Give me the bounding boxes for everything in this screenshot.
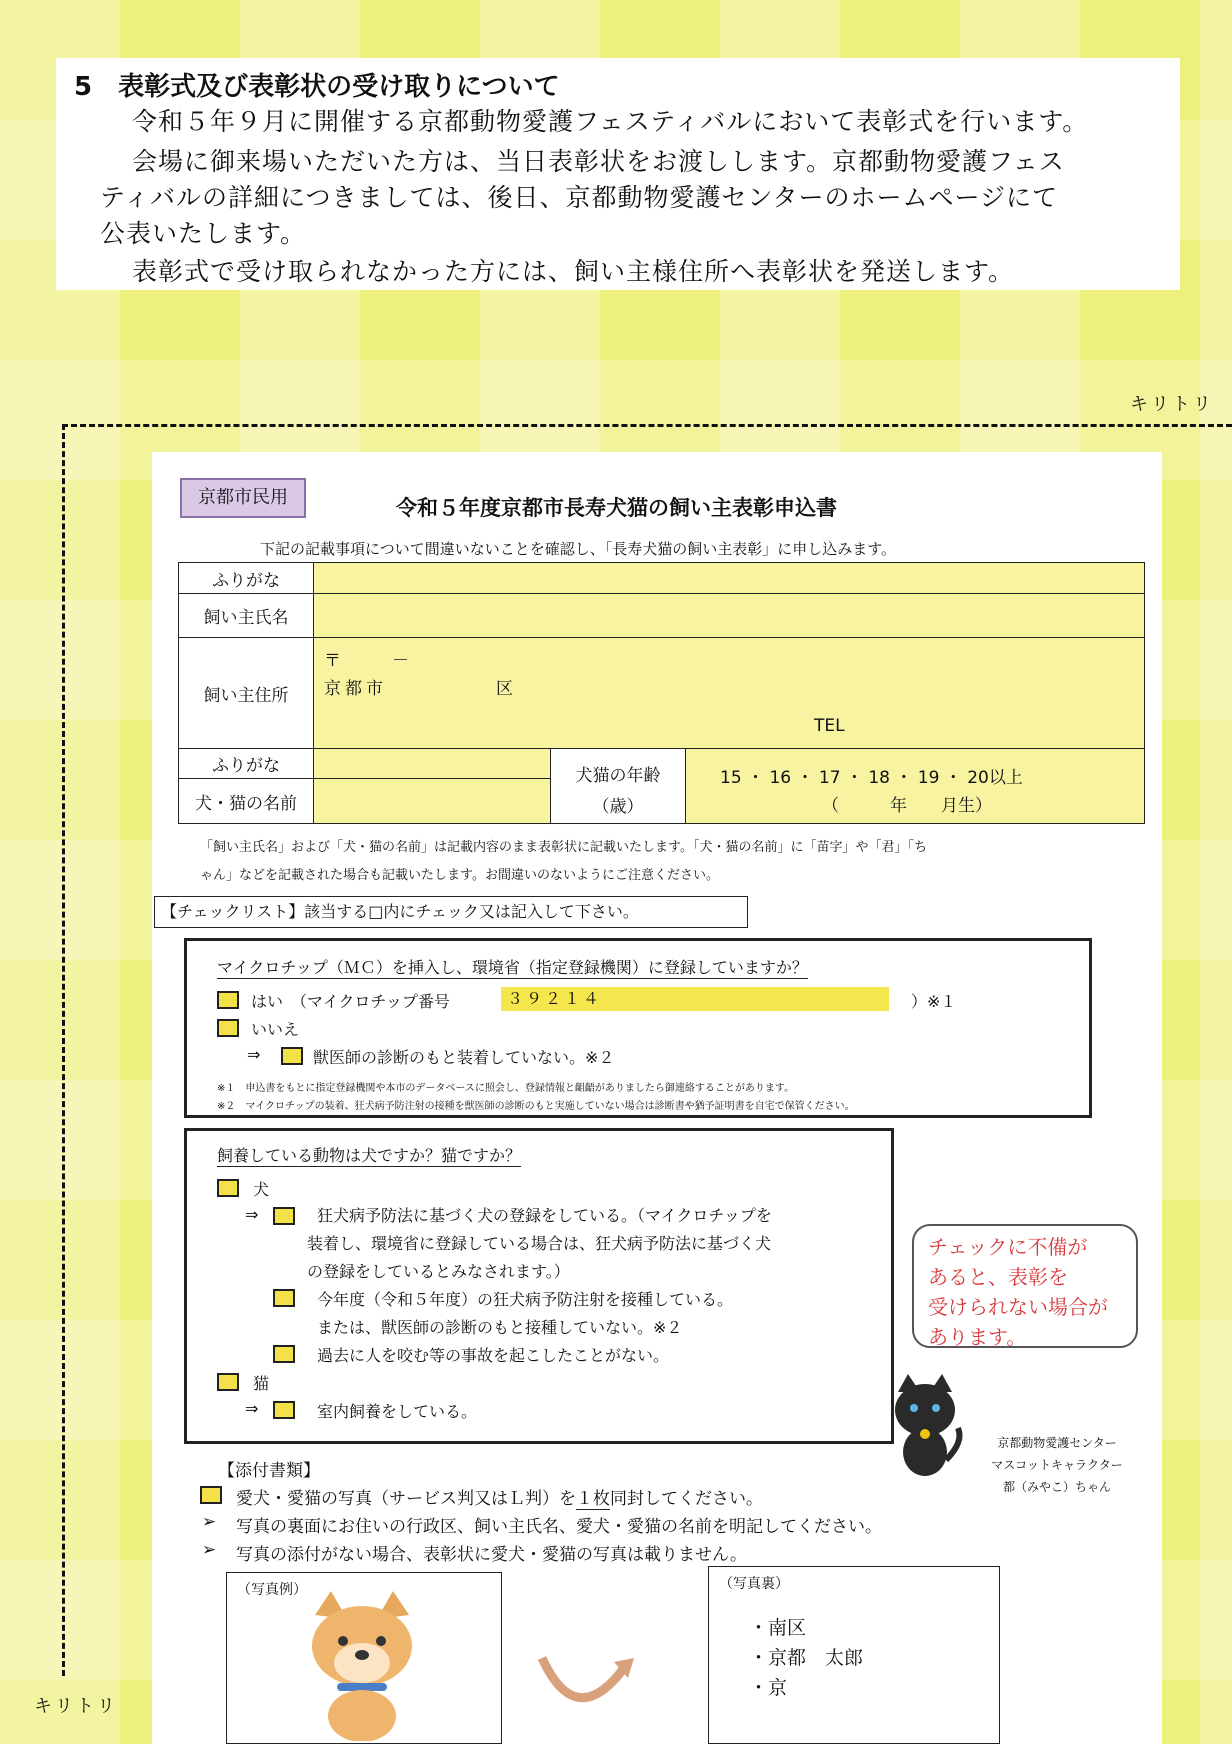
bullet-1: ➢ [202,1512,217,1532]
furigana-label: ふりがな [178,562,314,594]
microchip-question: マイクロチップ（ＭＣ）を挿入し、環境省（指定登録機関）に登録していますか？ [217,955,808,979]
speech-line-2: あると、表彰を [928,1265,1068,1289]
cat-arrow: ⇒ [245,1399,259,1418]
age-label [550,748,686,824]
form-note-1: 「飼い主氏名」および「犬・猫の名前」は記載内容のまま表彰状に記載いたします。「犬・猫の名前」に「苗字」や「君」「ち [200,840,927,855]
notice-panel [56,58,1180,290]
dog-registration-3: の登録をしているとみなされます。） [307,1262,570,1281]
pet-furigana-field[interactable] [313,748,551,779]
speech-line-4: あります。 [928,1325,1027,1349]
attachment-item-1b: １枚 [576,1489,610,1509]
dog-arrow-1: ⇒ [245,1205,259,1224]
cat-indoor-checkbox[interactable] [273,1401,295,1419]
photo-example-box [226,1572,502,1744]
form-intro: 下記の記載事項について間違いないことを確認し、「長寿犬猫の飼い主表彰」に申し込みます。 [260,540,897,558]
microchip-box [184,938,1092,1118]
birth-line: （ 年 月生） [822,796,992,816]
age-options[interactable]: 15 ・ 16 ・ 17 ・ 18 ・ 19 ・ 20以上 [720,768,1023,788]
mascot-caption-3: 都（みやこ）ちゃん [1002,1480,1111,1494]
notice-line-4: 公表いたします。 [100,219,307,248]
photo-example-label: （写真例） [237,1582,307,1598]
photo-attached-checkbox[interactable] [200,1486,222,1504]
mc-yes-checkbox[interactable] [217,991,239,1009]
mascot-cat-illustration [880,1372,970,1482]
photo-back-line-1: ・南区 [749,1617,807,1639]
city-text: 京都市 [324,679,387,699]
notice-line-5: 表彰式で受け取られなかった方には、飼い主様住所へ表彰状を発送します。 [132,257,1015,286]
mc-no-detail-checkbox[interactable] [281,1047,303,1065]
cat-checkbox[interactable] [217,1373,239,1391]
dog-registration-2: 装着し、環境省に登録している場合は、狂犬病予防法に基づく犬 [307,1234,772,1253]
attachment-item-1a: 愛犬・愛猫の写真（サービス判又はＬ判）を [236,1489,576,1509]
form-note-2: ゃん」などを記載された場合も記載いたします。お間違いのないようにご注意ください。 [200,868,719,883]
mc-footnote-2: ※２ マイクロチップの装着、狂犬病予防注射の接種を獣医師の診断のもと実施していない場合は診断書や猶予証明書を自宅で保管ください。 [217,1101,855,1112]
mc-no-label: いいえ [251,1020,300,1039]
attachment-item-2: 写真の裏面にお住いの行政区、飼い主氏名、愛犬・愛猫の名前を明記してください。 [236,1517,882,1537]
speech-line-1: チェックに不備が [928,1235,1088,1259]
pet-furigana-label: ふりがな [178,748,314,779]
dog-checkbox[interactable] [217,1179,239,1197]
mc-yes-end: ）※１ [911,992,957,1011]
pet-type-box [184,1128,894,1444]
photo-back-line-2: ・京都 太郎 [749,1647,864,1669]
owner-name-field[interactable] [313,593,1145,638]
ward-text: 区 [496,679,513,699]
attachment-item-1 [236,1484,763,1509]
mc-no-checkbox[interactable] [217,1019,239,1037]
arrow-curve-icon [536,1652,636,1722]
dog-vaccine-checkbox[interactable] [273,1289,295,1307]
application-form [152,452,1162,1744]
owner-address-label: 飼い主住所 [178,637,314,749]
photo-back-line-3: ・京 [749,1677,788,1699]
dog-label: 犬 [253,1180,270,1199]
postal-mark: 〒 － [324,651,409,671]
dog-no-bite-checkbox[interactable] [273,1345,295,1363]
cat-label: 猫 [253,1374,270,1393]
form-title: 令和５年度京都市長寿犬猫の飼い主表彰申込書 [396,496,837,520]
attachment-item-1c: 同封してください。 [610,1489,763,1509]
dog-vaccine-1: 今年度（令和５年度）の狂犬病予防注射を接種している。 [317,1290,734,1309]
dog-no-bite: 過去に人を咬む等の事故を起こしたことがない。 [317,1346,670,1365]
cat-indoor: 室内飼養をしている。 [317,1402,478,1421]
age-label-2: （歳） [592,797,644,817]
mc-footnote-1: ※１ 申込書をもとに指定登録機関や本市のデータベースに照会し、登録情報と齟齬がありましたら御連絡することがあります。 [217,1083,795,1094]
photo-back-label: （写真裏） [719,1576,789,1592]
pet-name-label: 犬・猫の名前 [178,778,314,824]
mascot-caption-2: マスコットキャラクター [991,1458,1123,1472]
dog-vaccine-2: または、獣医師の診断のもと接種していない。※２ [317,1318,683,1337]
speech-line-3: 受けられない場合が [928,1295,1108,1319]
owner-name-label: 飼い主氏名 [178,593,314,638]
pet-name-field[interactable] [313,778,551,824]
cut-label-bottom: キリトリ [34,1696,118,1717]
age-label-1: 犬猫の年齢 [575,766,661,786]
cut-line-horizontal [62,424,1232,427]
bullet-2: ➢ [202,1540,217,1560]
cut-label-top: キリトリ [1130,394,1214,415]
attachments-heading: 【添付書類】 [218,1461,320,1481]
cut-line-vertical [62,424,65,1676]
dog-registration-checkbox[interactable] [273,1207,295,1225]
tel-text: TEL [814,716,845,736]
mascot-caption-1: 京都動物愛護センター [997,1436,1117,1450]
attachment-item-3: 写真の添付がない場合、表彰状に愛犬・愛猫の写真は載りません。 [236,1545,748,1565]
mc-no-arrow: ⇒ [247,1045,261,1064]
mc-no-detail: 獣医師の診断のもと装着していない。※２ [313,1048,615,1067]
notice-line-3: ティバルの詳細につきましては、後日、京都動物愛護センターのホームページにて [100,183,1059,212]
pet-question: 飼養している動物は犬ですか？猫ですか？ [217,1143,521,1167]
checklist-heading: 【チェックリスト】該当する□内にチェック又は記入して下さい。 [154,896,748,928]
warning-speech-bubble [912,1224,1138,1348]
mc-number-field[interactable]: ３９２１４ [501,987,889,1011]
resident-tag: 京都市民用 [180,478,306,518]
age-field[interactable] [685,748,1145,824]
photo-back-box [708,1566,1000,1744]
owner-address-field[interactable] [313,637,1145,749]
mascot-caption [972,1432,1142,1498]
mc-yes-label: はい （マイクロチップ番号 [251,992,450,1011]
notice-line-2: 会場に御来場いただいた方は、当日表彰状をお渡しします。京都動物愛護フェス [132,147,1065,176]
dog-registration-1: 狂犬病予防法に基づく犬の登録をしている。（マイクロチップを [317,1206,772,1225]
owner-furigana-field[interactable] [313,562,1145,594]
notice-heading: 5 表彰式及び表彰状の受け取りについて [74,72,560,102]
notice-line-1: 令和５年９月に開催する京都動物愛護フェスティバルにおいて表彰式を行います。 [132,107,1089,136]
dog-illustration [287,1591,437,1741]
